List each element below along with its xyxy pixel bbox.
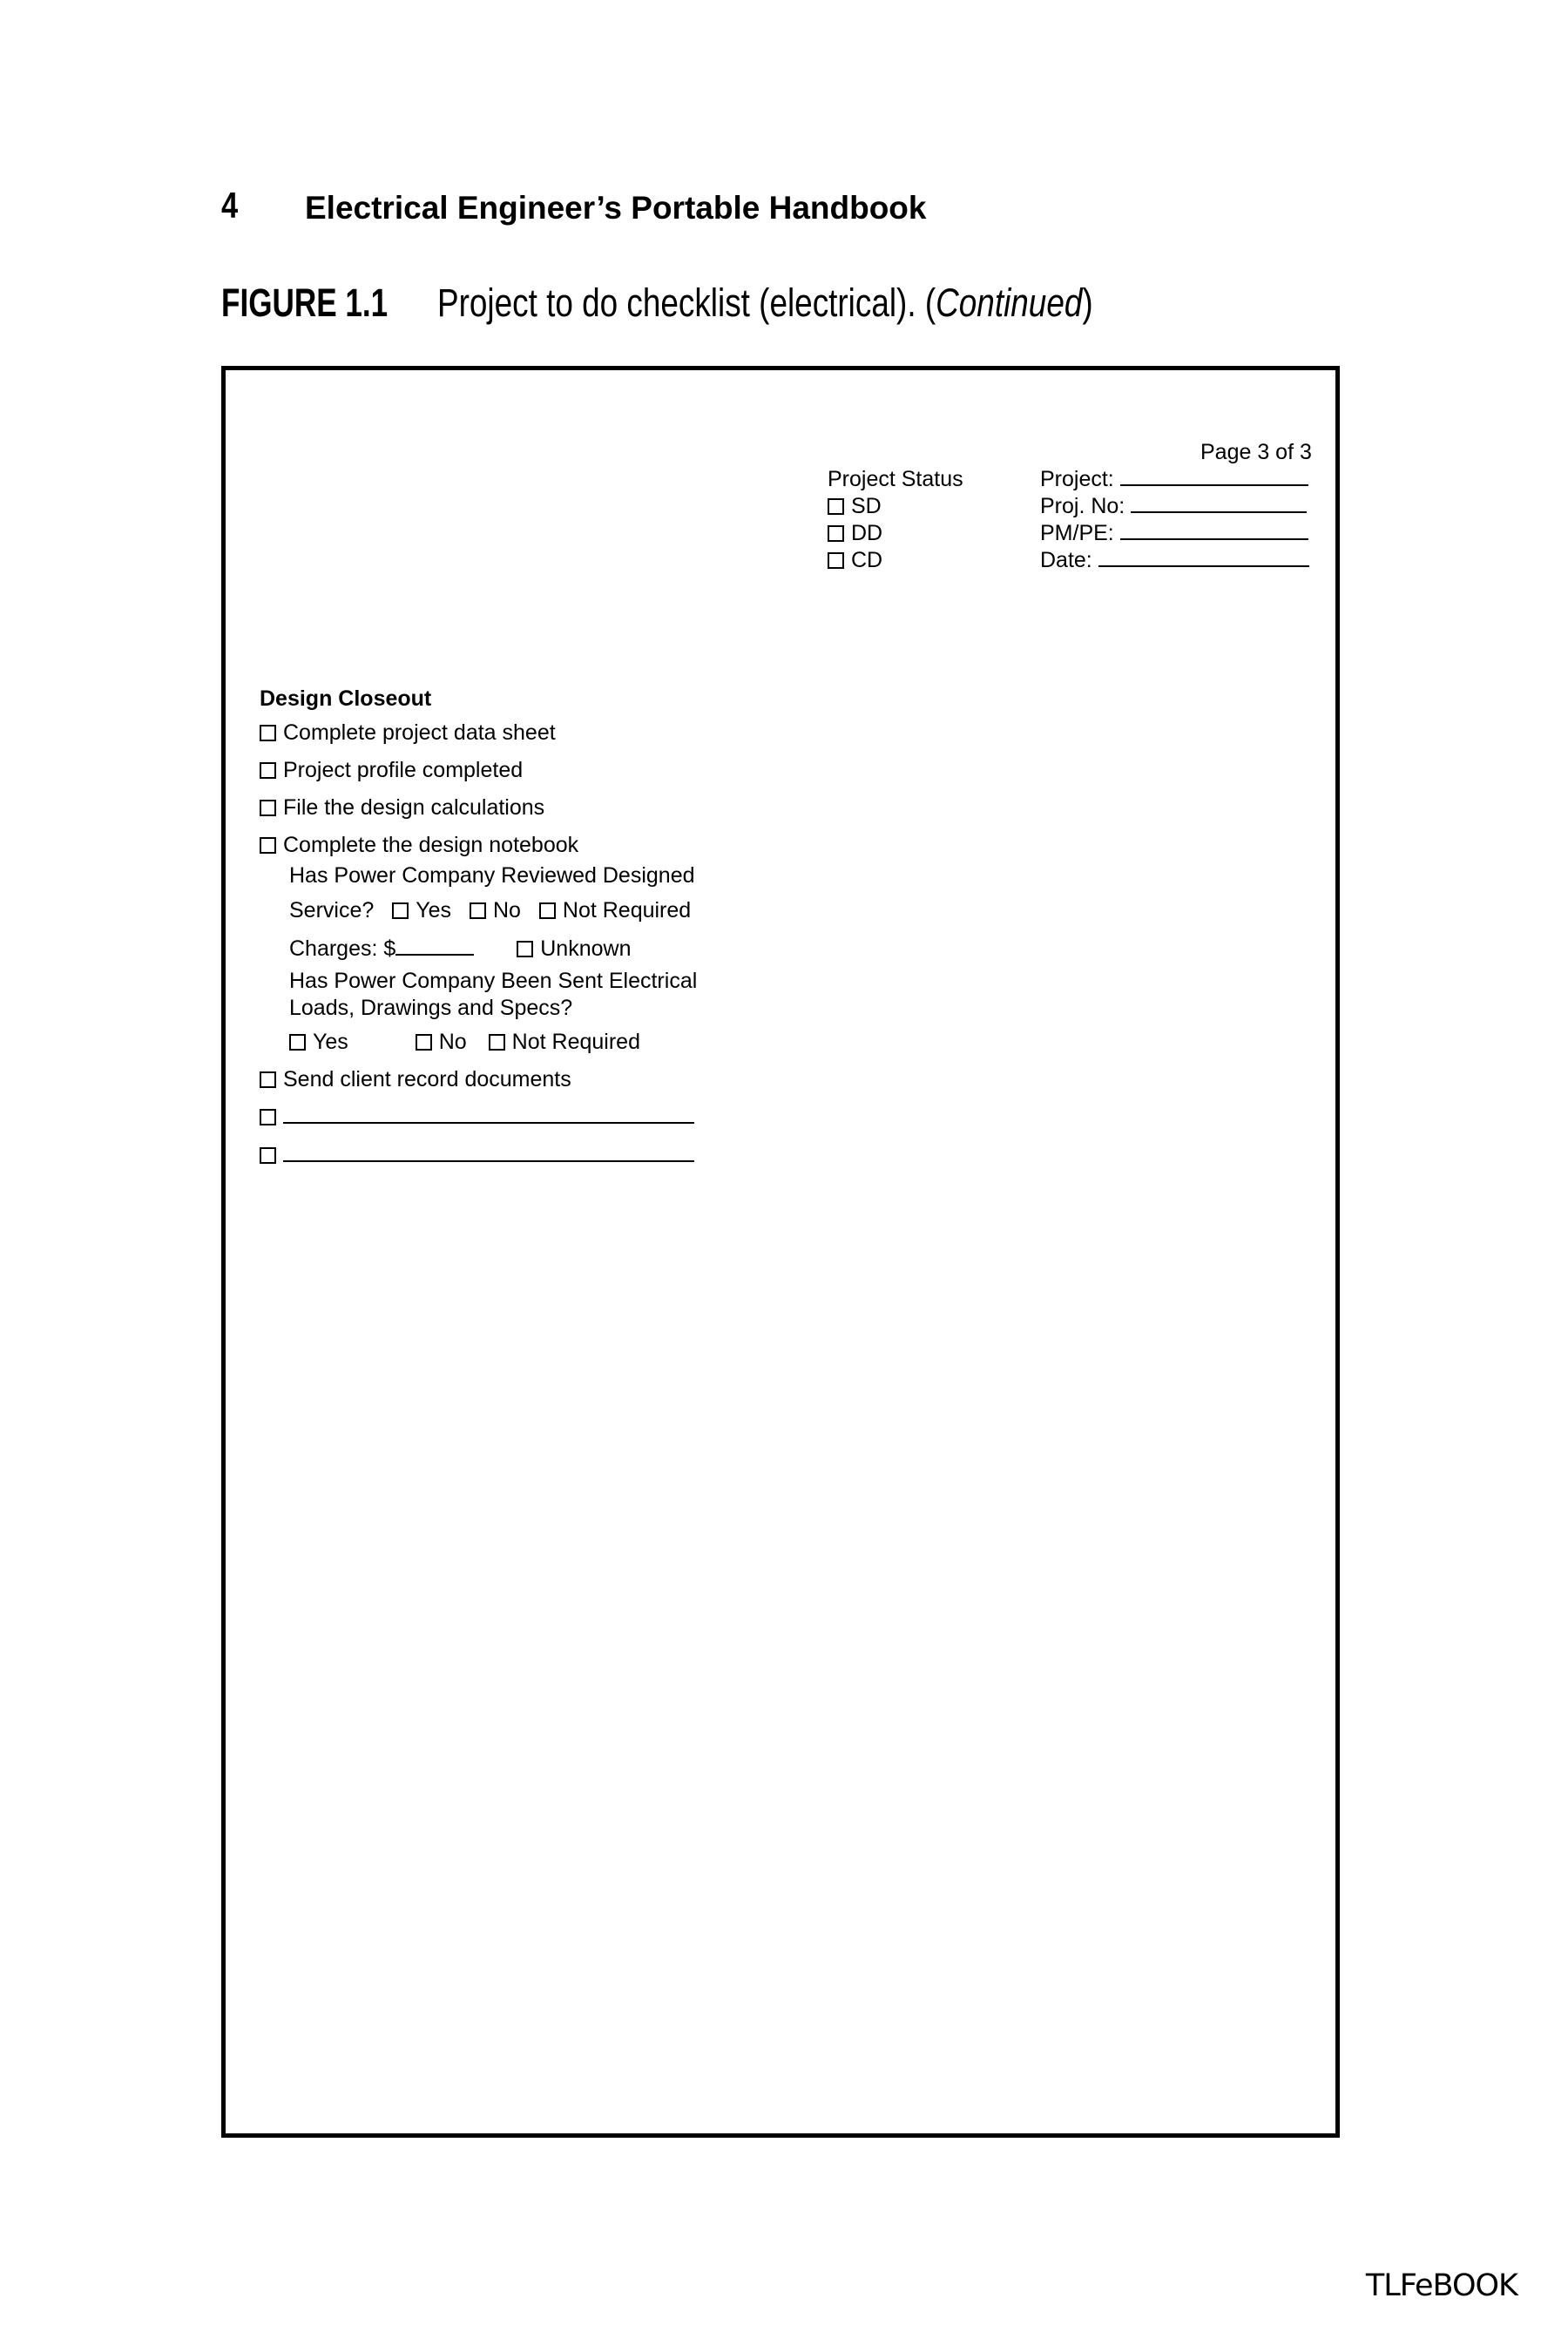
blank-checklist-item[interactable] xyxy=(260,1106,694,1128)
proj-no-field[interactable] xyxy=(1040,496,1307,517)
checkbox[interactable] xyxy=(260,1147,276,1164)
pm-pe-label: PM/PE: xyxy=(1040,521,1114,545)
checklist-item-label: Complete the design notebook xyxy=(283,833,579,857)
service-label: Service? xyxy=(289,898,375,923)
caption-main: Project to do checklist (electrical). ( xyxy=(436,280,936,325)
checkbox-yes[interactable] xyxy=(289,1034,306,1051)
pm-pe-field[interactable] xyxy=(1040,523,1308,544)
project-field[interactable] xyxy=(1040,469,1308,490)
status-option-dd[interactable] xyxy=(828,523,882,544)
checkbox[interactable] xyxy=(260,725,276,741)
blank-item-line[interactable] xyxy=(283,1122,694,1124)
checklist-item[interactable] xyxy=(260,1069,571,1091)
date-label: Date: xyxy=(1040,548,1092,572)
checklist-item-label: Project profile completed xyxy=(283,758,524,782)
power-sent-question-line1: Has Power Company Been Sent Electrical xyxy=(289,969,698,993)
caption-continued: Continued xyxy=(935,280,1082,325)
blank-item-line[interactable] xyxy=(283,1160,694,1162)
checkbox-not-required[interactable] xyxy=(539,902,556,919)
proj-no-input-line[interactable] xyxy=(1131,511,1307,513)
proj-no-label: Proj. No: xyxy=(1040,494,1125,518)
checkbox-yes[interactable] xyxy=(392,902,409,919)
charges-label: Charges: $ xyxy=(289,936,396,961)
pm-pe-input-line[interactable] xyxy=(1120,538,1308,540)
caption-close: ) xyxy=(1081,280,1093,325)
checkbox-not-required[interactable] xyxy=(489,1034,505,1051)
status-option-sd[interactable] xyxy=(828,496,882,517)
checklist-item[interactable] xyxy=(260,835,578,856)
checkbox[interactable] xyxy=(260,1109,276,1125)
book-title: Electrical Engineer’s Portable Handbook xyxy=(305,190,927,226)
checkbox-unknown[interactable] xyxy=(517,941,533,957)
date-field[interactable] xyxy=(1040,550,1309,571)
checklist-item[interactable] xyxy=(260,797,544,819)
checkbox[interactable] xyxy=(260,762,276,779)
checkbox[interactable] xyxy=(828,498,844,515)
checklist-frame xyxy=(221,366,1340,2138)
page-of-label: Page 3 of 3 xyxy=(1200,440,1312,464)
checkbox[interactable] xyxy=(260,837,276,854)
checkbox-no[interactable] xyxy=(416,1034,432,1051)
date-input-line[interactable] xyxy=(1098,565,1309,567)
watermark-text: TLFeBOOK xyxy=(1365,2268,1517,2303)
no-label: No xyxy=(492,898,521,923)
unknown-label: Unknown xyxy=(540,936,632,961)
power-sent-answers xyxy=(289,1031,640,1053)
charges-input-line[interactable] xyxy=(395,954,474,956)
checkbox[interactable] xyxy=(828,525,844,542)
checklist-item[interactable] xyxy=(260,722,556,744)
not-required-label: Not Required xyxy=(511,1030,640,1054)
project-status-title: Project Status xyxy=(828,467,963,491)
no-label: No xyxy=(438,1030,467,1054)
charges-row xyxy=(289,938,631,960)
status-option-cd[interactable] xyxy=(828,550,882,571)
blank-checklist-item[interactable] xyxy=(260,1145,694,1166)
status-option-label: CD xyxy=(851,548,883,572)
project-input-line[interactable] xyxy=(1120,484,1308,486)
project-label: Project: xyxy=(1040,467,1114,491)
checkbox-no[interactable] xyxy=(470,902,486,919)
figure-caption xyxy=(221,280,1236,326)
page-number: 4 xyxy=(221,185,239,226)
power-sent-question-line2: Loads, Drawings and Specs? xyxy=(289,996,573,1020)
checklist-item[interactable] xyxy=(260,760,523,781)
checklist-item-label: Send client record documents xyxy=(283,1067,571,1092)
not-required-label: Not Required xyxy=(562,898,692,923)
figure-label: FIGURE 1.1 xyxy=(221,280,389,325)
status-option-label: DD xyxy=(851,521,883,545)
checklist-item-label: Complete project data sheet xyxy=(283,720,556,745)
power-review-question: Has Power Company Reviewed Designed xyxy=(289,863,695,888)
checkbox[interactable] xyxy=(260,1071,276,1088)
checkbox[interactable] xyxy=(828,552,844,569)
power-review-answers xyxy=(289,900,691,922)
checklist-item-label: File the design calculations xyxy=(283,795,545,820)
yes-label: Yes xyxy=(416,898,452,923)
status-option-label: SD xyxy=(851,494,882,518)
section-title: Design Closeout xyxy=(260,686,432,711)
yes-label: Yes xyxy=(313,1030,348,1054)
figure-caption-text xyxy=(437,280,1093,326)
checkbox[interactable] xyxy=(260,800,276,816)
